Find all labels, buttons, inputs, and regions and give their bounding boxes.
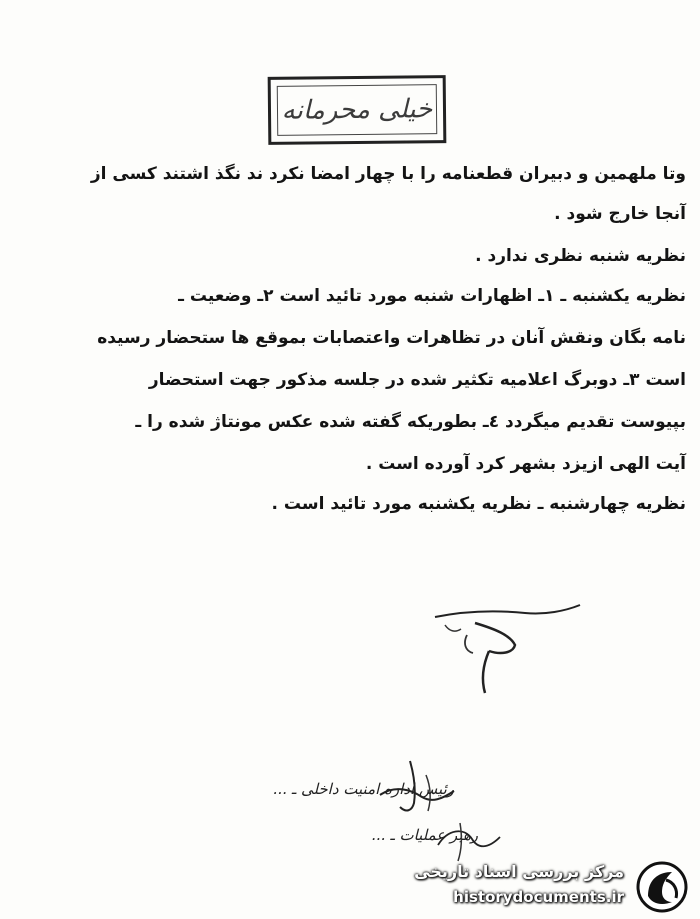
archive-logo-icon xyxy=(632,860,692,914)
text-line-5: نامه بگان ونقش آنان در تظاهرات واعتصابات بموقع ها ستحضار رسیده xyxy=(97,328,686,348)
archive-watermark xyxy=(408,858,696,916)
text-line-3: نظریه شنبه نظری ندارد . xyxy=(475,246,686,266)
text-line-4: نظریه یکشنبه ـ ۱ـ اظهارات شنبه مورد تائید است ۲ـ وضعیت ـ xyxy=(178,286,686,306)
text-line-1: وتا ملهمین و دبیران قطعنامه را با چهار امضا نکرد ند نگذ اشتند کسی از xyxy=(90,164,686,184)
text-line-9: نظریه چهارشنبه ـ نظریه یکشنبه مورد تائید است . xyxy=(271,494,686,514)
watermark-title: مرکز بررسی اسناد تاریخی xyxy=(414,862,624,881)
text-line-2: آنجا خارج شود . xyxy=(554,204,686,224)
annotation-2: رهبر عملیات ـ ... xyxy=(371,826,478,844)
text-line-7: بپیوست تقدیم میگردد ٤ـ بطوریکه گفته شده عکس مونتاژ شده را ـ xyxy=(135,412,686,432)
classification-stamp xyxy=(268,75,447,145)
stamp-text: خیلی محرمانه xyxy=(281,94,433,126)
text-line-8: آیت الهی ازیزد بشهر کرد آورده است . xyxy=(365,454,686,474)
annotation-1: رئیس اداره امنیت داخلی ـ ... xyxy=(272,780,454,798)
signature-mark xyxy=(415,595,585,705)
watermark-url: historydocuments.ir xyxy=(453,888,624,906)
text-line-6: است ۳ـ دوبرگ اعلامیه تکثیر شده در جلسه مذکور جهت استحضار xyxy=(148,370,686,390)
